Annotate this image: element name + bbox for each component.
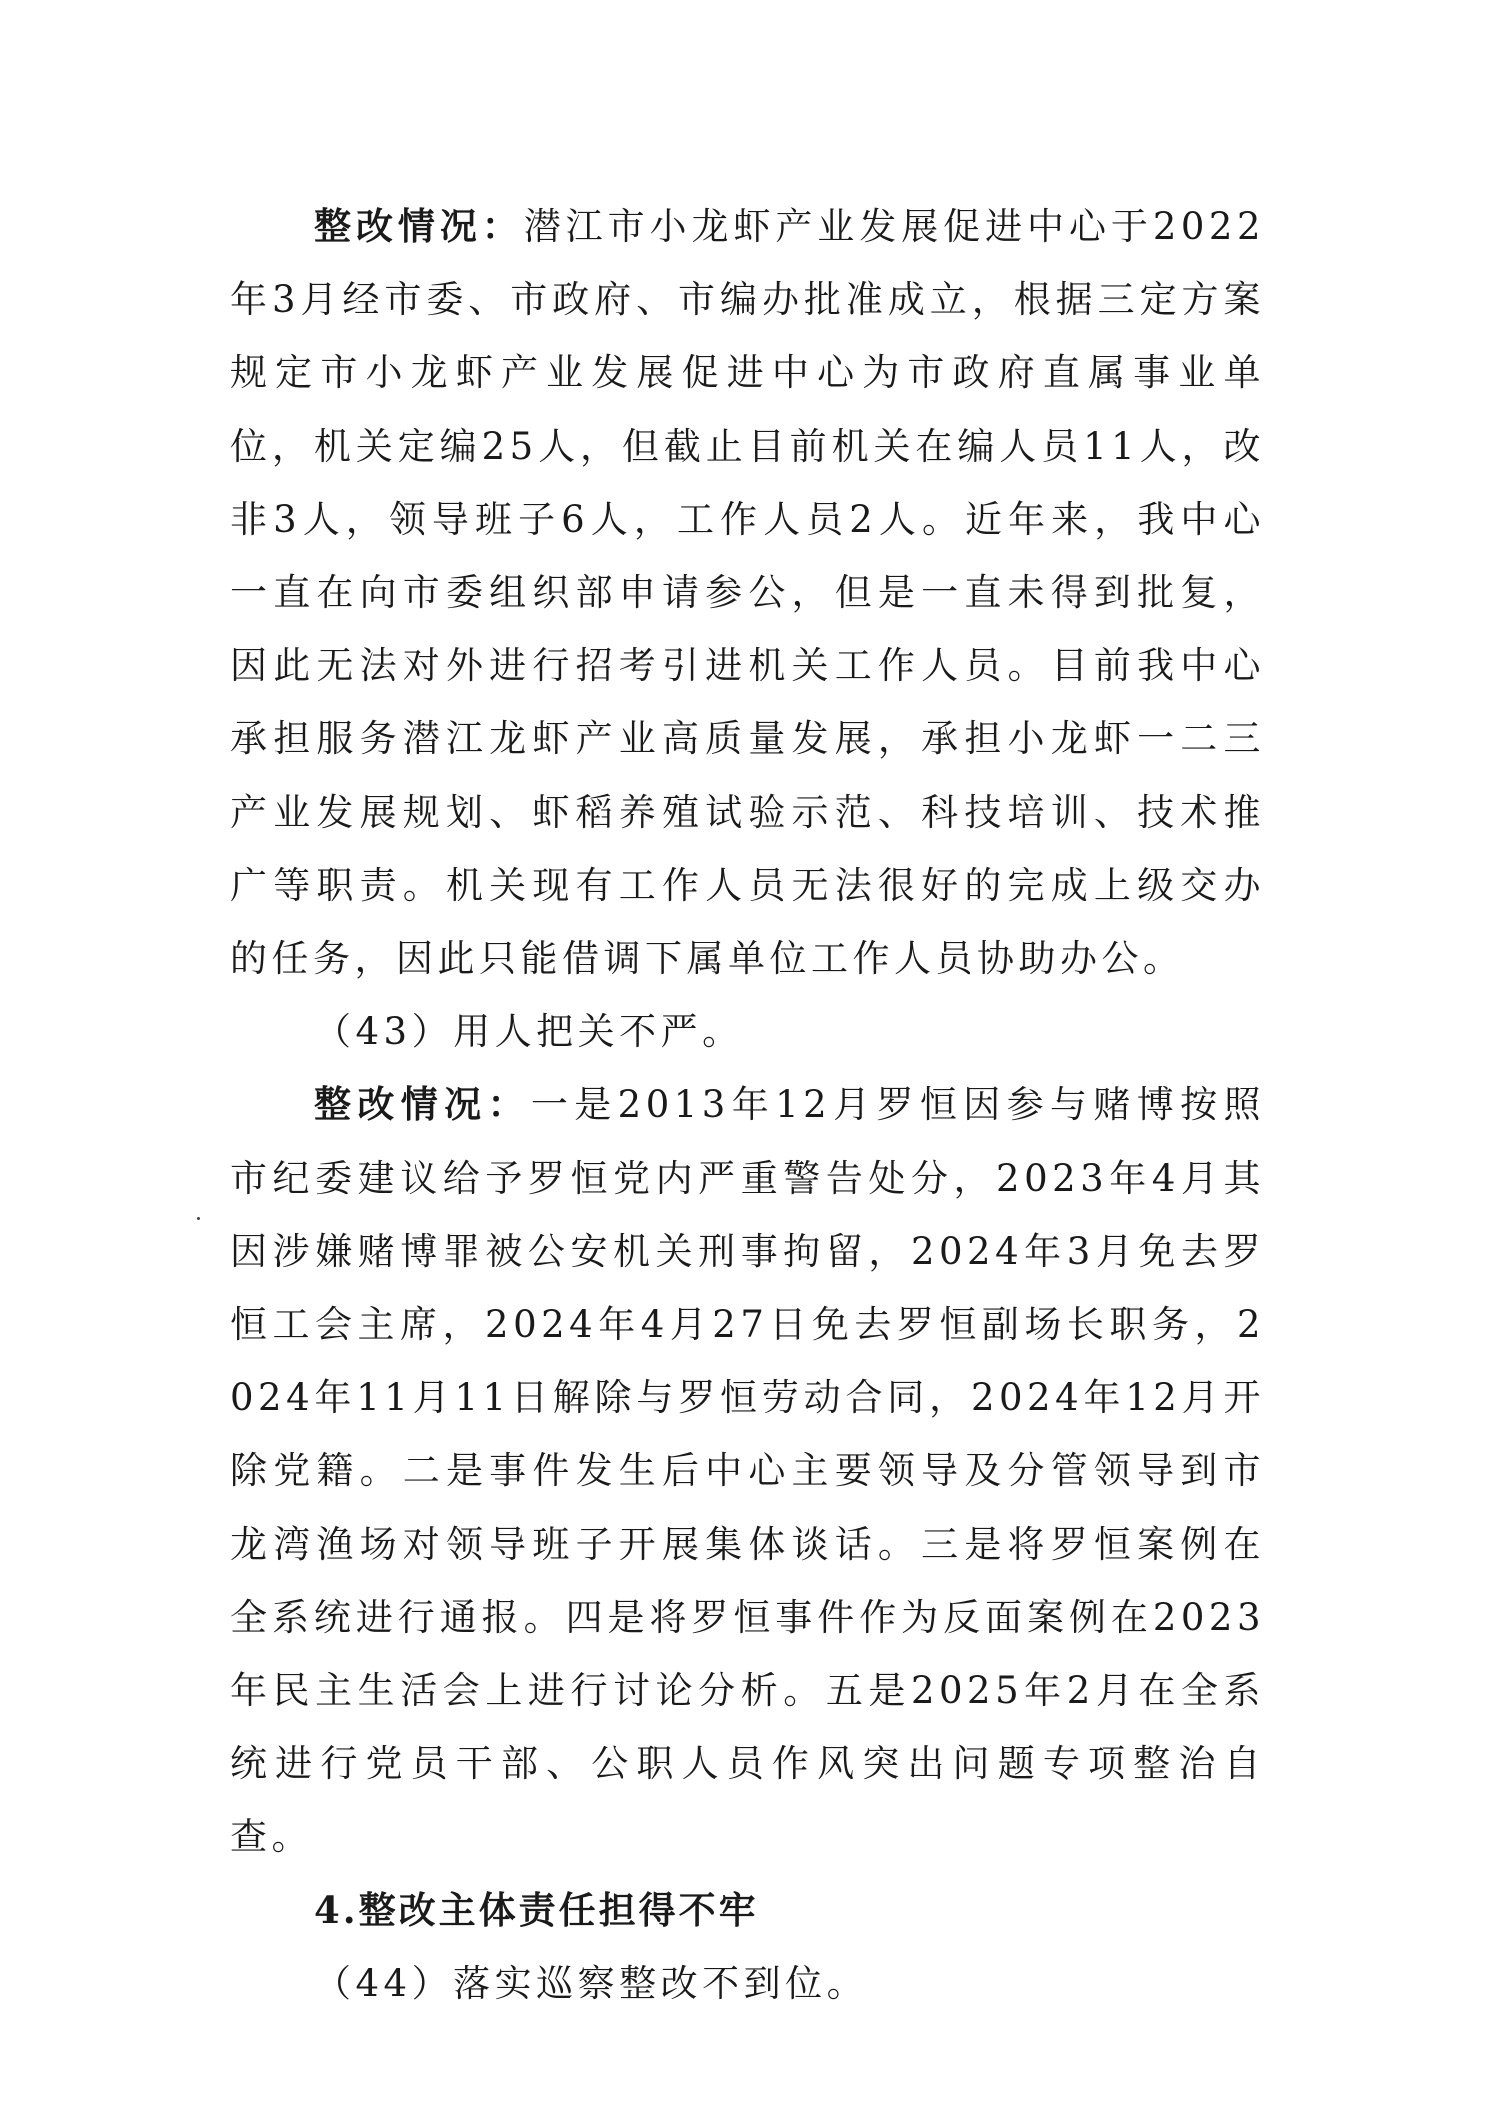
issue-item-44: （44）落实巡察整改不到位。 [314, 1961, 869, 2005]
document-body [230, 190, 1265, 2020]
scan-speck [197, 1217, 200, 1220]
paragraph-text: 潜江市小龙虾产业发展促进中心于2022年3月经市委、市政府、市编办批准成立，根据三定方案规定市小龙虾产业发展促进中心为市政府直属事业单位，机关定编25人，但截止目前机关在编人员11人，改非3人，领导班子6人，工作人员2人。近年来，我中心一直在向市委组织部申请参公，但是一直未得到批复，因此无法对外进行招考引进机关工作人员。目前我中心承担服务潜江龙虾产业高质量发展，承担小龙虾一二三产业发展规划、虾稻养殖试验示范、科技培训、技术推广等职责。机关现有工作人员无法很好的完成上级交办的任务，因此只能借调下属单位工作人员协助办公。 [230, 205, 1266, 981]
paragraph-lead-label: 整改情况： [314, 204, 524, 248]
paragraph-text: 一是2013年12月罗恒因参与赌博按照市纪委建议给予罗恒党内严重警告处分，2023年4月其因涉嫌赌博罪被公安机关刑事拘留，2024年3月免去罗恒工会主席，2024年4月27日免去罗恒副场长职务，2024年11月11日解除与罗恒劳动合同，2024年12月开除党籍。二是事件发生后中心主要领导及分管领导到市龙湾渔场对领导班子开展集体谈话。三是将罗恒案例在全系统进行通报。四是将罗恒事件作为反面案例在2023年民主生活会上进行讨论分析。五是2025年2月在全系统进行党员干部、公职人员作风突出问题专项整治自查。 [230, 1083, 1266, 1859]
section-heading-4: 4.整改主体责任担得不牢 [314, 1887, 759, 1932]
paragraph-lead-label: 整改情况： [314, 1082, 531, 1127]
issue-item-43: （43）用人把关不严。 [314, 1010, 744, 1054]
rectification-paragraph-2 [230, 1068, 1265, 1873]
rectification-paragraph-1 [230, 190, 1265, 995]
